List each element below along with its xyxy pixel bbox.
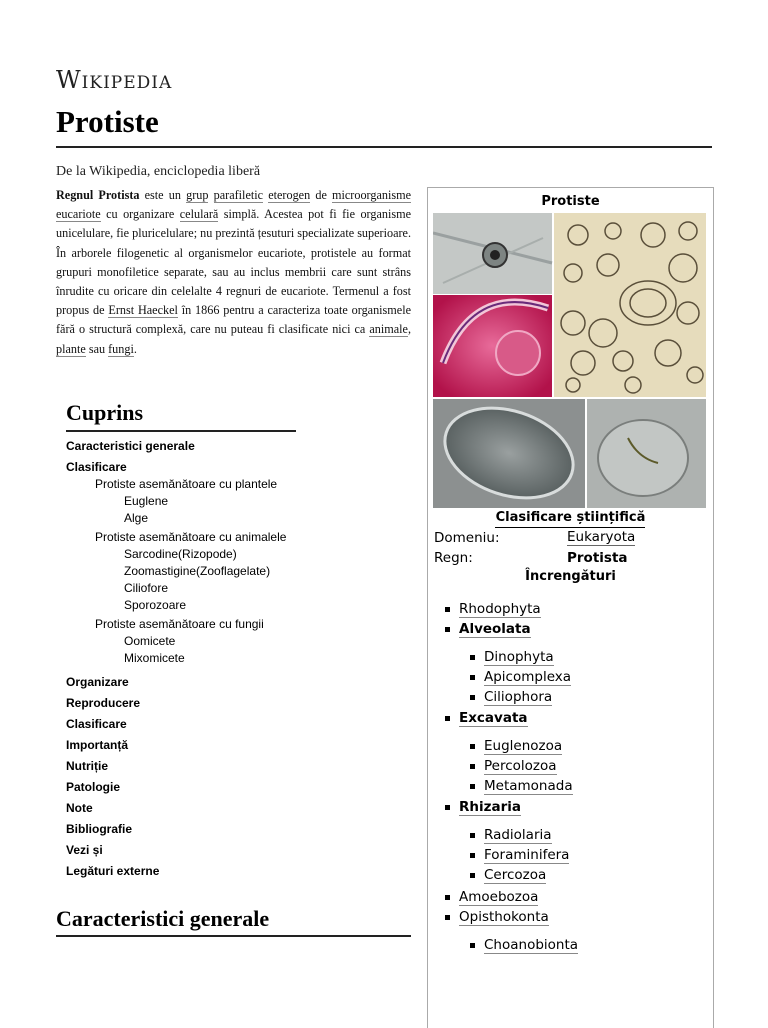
- kingdom-label: Regn:: [434, 550, 473, 566]
- link-ernst-haeckel[interactable]: Ernst Haeckel: [108, 303, 178, 318]
- list-item[interactable]: [484, 847, 569, 863]
- intro-text: sau: [85, 341, 109, 356]
- link-microorganisme-eucariote[interactable]: microorganisme eucariote: [56, 188, 412, 222]
- division-link[interactable]: Choanobionta: [484, 937, 579, 953]
- page-tagline: De la Wikipedia, enciclopedia liberă: [56, 164, 261, 179]
- bullet-icon: [445, 716, 450, 721]
- toc-item[interactable]: Ciliofore: [124, 581, 169, 595]
- domain-value-link[interactable]: Eukaryota: [567, 529, 636, 545]
- bullet-icon: [470, 744, 475, 749]
- division-link[interactable]: Radiolaria: [484, 827, 552, 843]
- toc-item[interactable]: Note: [66, 801, 93, 815]
- bullet-icon: [470, 853, 475, 858]
- list-item[interactable]: [459, 799, 521, 815]
- table-of-contents: [66, 400, 296, 884]
- kingdom-value: Protista: [567, 550, 628, 566]
- list-item[interactable]: [459, 601, 541, 617]
- division-link[interactable]: Alveolata: [459, 621, 531, 637]
- list-item[interactable]: [484, 689, 552, 705]
- toc-item[interactable]: Euglene: [124, 494, 169, 508]
- toc-item[interactable]: Alge: [124, 511, 149, 525]
- title-divider: [56, 146, 712, 148]
- intro-text: în 1866 pentru a caracteriza toate organismele fără o structură complexă, care nu puteau fi clasificate nici ca: [56, 303, 411, 337]
- intro-text: .: [133, 341, 137, 356]
- bullet-icon: [445, 627, 450, 632]
- toc-item[interactable]: Oomicete: [124, 634, 176, 648]
- link-eterogen[interactable]: eterogen: [268, 188, 311, 202]
- list-item[interactable]: [484, 778, 573, 794]
- toc-item[interactable]: Sarcodine(Rizopode): [124, 547, 237, 561]
- division-link[interactable]: Metamonada: [484, 778, 573, 794]
- section-heading: Caracteristici generale: [56, 906, 270, 931]
- section-divider: [56, 935, 411, 937]
- intro-text: este un: [139, 188, 187, 202]
- bullet-icon: [470, 764, 475, 769]
- toc-item[interactable]: Patologie: [66, 780, 121, 794]
- domain-label: Domeniu:: [434, 530, 500, 546]
- toc-item[interactable]: Organizare: [66, 675, 129, 689]
- classification-underline: [495, 527, 645, 528]
- toc-item[interactable]: Sporozoare: [124, 598, 187, 612]
- protist-collage-image[interactable]: [433, 213, 706, 508]
- list-item[interactable]: [484, 937, 578, 953]
- link-fungi[interactable]: fungi: [108, 341, 134, 356]
- list-item[interactable]: [459, 889, 538, 905]
- bullet-icon: [470, 833, 475, 838]
- bullet-icon: [470, 873, 475, 878]
- list-item[interactable]: [459, 710, 528, 726]
- toc-divider: [66, 430, 296, 432]
- division-link[interactable]: Rhodophyta: [459, 601, 541, 617]
- bullet-icon: [470, 695, 475, 700]
- intro-text: [208, 188, 213, 202]
- division-link[interactable]: Apicomplexa: [484, 669, 572, 685]
- taxobox: [427, 187, 714, 1028]
- division-link[interactable]: Amoebozoa: [459, 889, 539, 905]
- bullet-icon: [445, 805, 450, 810]
- list-item[interactable]: [484, 827, 552, 843]
- list-item[interactable]: [484, 649, 554, 665]
- wikipedia-logo[interactable]: Wikipedia: [56, 66, 173, 94]
- toc-item[interactable]: Zoomastigine(Zooflagelate): [124, 564, 271, 578]
- toc-title: Cuprins: [66, 400, 144, 425]
- division-link[interactable]: Euglenozoa: [484, 738, 563, 754]
- bullet-icon: [445, 915, 450, 920]
- list-item[interactable]: [459, 621, 531, 637]
- list-item[interactable]: [484, 867, 546, 883]
- list-item[interactable]: [484, 669, 571, 685]
- division-link[interactable]: Opisthokonta: [459, 909, 549, 925]
- intro-bold-lead: Regnul Protista: [56, 188, 140, 202]
- toc-item[interactable]: Bibliografie: [66, 822, 133, 836]
- division-link[interactable]: Ciliophora: [484, 689, 553, 705]
- toc-item[interactable]: Importanță: [66, 738, 129, 752]
- link-parafiletic[interactable]: parafiletic: [213, 188, 264, 202]
- toc-item[interactable]: Clasificare: [66, 460, 127, 474]
- toc-item[interactable]: Protiste asemănătoare cu plantele: [95, 477, 278, 491]
- list-item[interactable]: [484, 738, 562, 754]
- toc-item[interactable]: Vezi și: [66, 843, 103, 857]
- toc-item[interactable]: Reproducere: [66, 696, 141, 710]
- list-item[interactable]: [484, 758, 557, 774]
- division-link[interactable]: Percolozoa: [484, 758, 557, 774]
- toc-item[interactable]: Caracteristici generale: [66, 439, 195, 453]
- division-link[interactable]: Rhizaria: [459, 799, 521, 815]
- link-grup[interactable]: grup: [186, 188, 209, 202]
- toc-item[interactable]: Protiste asemănătoare cu animalele: [95, 530, 287, 544]
- link-plante[interactable]: plante: [56, 341, 86, 356]
- toc-item[interactable]: Mixomicete: [124, 651, 185, 665]
- page-title: Protiste: [56, 104, 159, 139]
- bullet-icon: [470, 655, 475, 660]
- intro-text: ,: [407, 322, 411, 337]
- bullet-icon: [445, 895, 450, 900]
- toc-item[interactable]: Nutriție: [66, 759, 108, 773]
- intro-text: simplă. Acestea pot fi fie organisme unicelulare, fie pluricelulare; nu prezintă țesuturi specializate superioare. În arborele filogenetic al organismelor eucariote, protistele au format grupuri monofiletice separate, sau au inclus membrii care sunt strâns înrudite cu oricare din celelalte 4 regnuri de eucariote. Termenul a fost propus de: [56, 207, 411, 318]
- division-link[interactable]: Excavata: [459, 710, 528, 726]
- intro-paragraph: [56, 186, 411, 359]
- list-item[interactable]: [459, 909, 549, 925]
- bullet-icon: [470, 943, 475, 948]
- bullet-icon: [470, 784, 475, 789]
- toc-item[interactable]: Clasificare: [66, 717, 127, 731]
- link-animale[interactable]: animale: [369, 322, 408, 337]
- intro-text: de: [310, 188, 333, 202]
- division-link[interactable]: Cercozoa: [484, 867, 547, 883]
- toc-item[interactable]: Protiste asemănătoare cu fungii: [95, 617, 264, 631]
- taxobox-title: Protiste: [541, 194, 600, 209]
- classification-heading[interactable]: Clasificare științifică: [495, 510, 646, 525]
- bullet-icon: [445, 607, 450, 612]
- division-link[interactable]: Dinophyta: [484, 649, 554, 665]
- intro-text: cu organizare: [100, 207, 180, 222]
- bullet-icon: [470, 675, 475, 680]
- division-link[interactable]: Foraminifera: [484, 847, 570, 863]
- link-celulara[interactable]: celulară: [179, 207, 219, 222]
- toc-item[interactable]: Legături externe: [66, 864, 160, 878]
- divisions-heading: Încrengături: [525, 569, 616, 584]
